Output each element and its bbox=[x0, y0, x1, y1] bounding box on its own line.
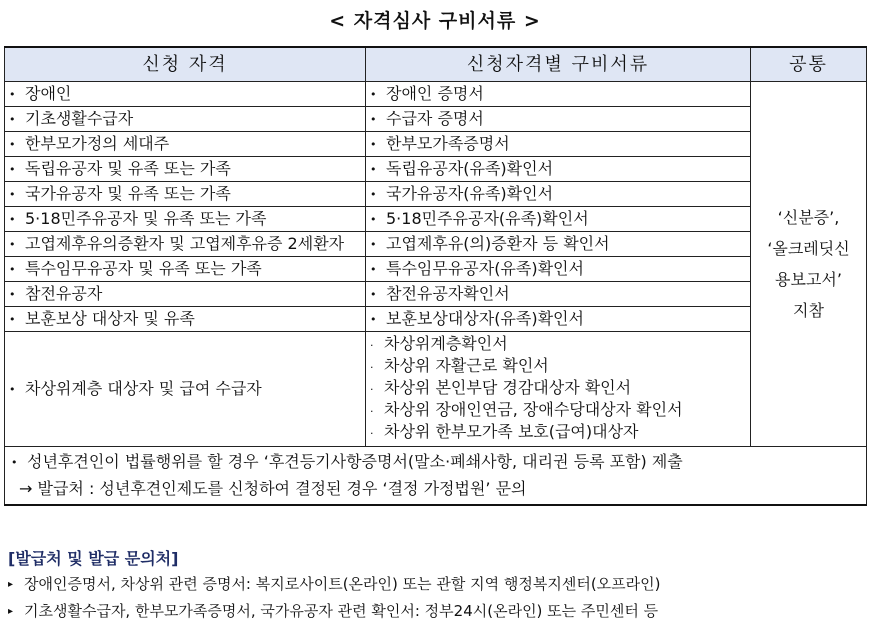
document-text: 차상위 한부모가족 보호(급여)대상자 bbox=[384, 422, 639, 441]
dash-icon: · bbox=[370, 383, 374, 396]
bullet-icon: • bbox=[370, 88, 377, 101]
qualification-cell bbox=[5, 307, 366, 332]
issuer-section bbox=[8, 547, 868, 625]
document-cell bbox=[366, 257, 751, 282]
bullet-icon: • bbox=[9, 138, 16, 151]
document-cell bbox=[366, 282, 751, 307]
qualification-cell bbox=[5, 82, 366, 107]
bullet-icon: • bbox=[370, 238, 377, 251]
table-row-near-poor bbox=[5, 332, 867, 447]
table-row bbox=[5, 257, 867, 282]
dash-icon: · bbox=[370, 427, 374, 440]
bullet-icon: • bbox=[370, 288, 377, 301]
guardian-note-cell bbox=[5, 447, 867, 505]
qualification-cell bbox=[5, 207, 366, 232]
list-item bbox=[370, 356, 746, 378]
bullet-icon: • bbox=[370, 188, 377, 201]
table-row bbox=[5, 207, 867, 232]
issuer-title: [발급처 및 발급 문의처] bbox=[8, 549, 179, 568]
qualification-text: 기초생활수급자 bbox=[25, 109, 134, 128]
document-cell bbox=[366, 132, 751, 157]
table-row bbox=[5, 132, 867, 157]
issuer-line-text: 장애인증명서, 차상위 관련 증명서: 복지로사이트(온라인) 또는 관할 지역 행정복지센터(오프라인) bbox=[24, 575, 661, 593]
document-text: 참전유공자확인서 bbox=[386, 284, 510, 303]
table-row bbox=[5, 282, 867, 307]
document-text: 보훈보상대상자(유족)확인서 bbox=[386, 309, 584, 328]
document-cell bbox=[366, 107, 751, 132]
document-cell bbox=[366, 207, 751, 232]
document-cell bbox=[366, 307, 751, 332]
document-cell bbox=[366, 232, 751, 257]
document-text: 차상위 자활근로 확인서 bbox=[384, 356, 549, 375]
document-text: 차상위 본인부담 경감대상자 확인서 bbox=[384, 378, 632, 397]
qualification-cell bbox=[5, 282, 366, 307]
common-line: 지참 bbox=[793, 301, 824, 320]
issuer-line bbox=[8, 571, 868, 598]
bullet-icon: • bbox=[370, 138, 377, 151]
bullet-icon: • bbox=[370, 213, 377, 226]
bullet-icon: • bbox=[9, 113, 16, 126]
qualification-cell bbox=[5, 157, 366, 182]
qualification-cell bbox=[5, 257, 366, 282]
table-header-row bbox=[5, 47, 867, 82]
issuer-line-text: 기초생활수급자, 한부모가족증명서, 국가유공자 관련 확인서: 정부24시(온라인) 또는 주민센터 등 bbox=[24, 602, 659, 620]
document-cell bbox=[366, 332, 751, 447]
document-text: 5·18민주유공자(유족)확인서 bbox=[386, 209, 589, 228]
document-text: 차상위 장애인연금, 장애수당대상자 확인서 bbox=[384, 400, 683, 419]
list-item bbox=[370, 334, 746, 356]
document-text: 차상위계층확인서 bbox=[384, 334, 508, 353]
document-text: 독립유공자(유족)확인서 bbox=[386, 159, 554, 178]
qualification-text: 차상위계층 대상자 및 급여 수급자 bbox=[25, 379, 262, 398]
requirements-table bbox=[4, 46, 867, 506]
list-item bbox=[370, 400, 746, 422]
table-row bbox=[5, 182, 867, 207]
table-row bbox=[5, 307, 867, 332]
document-cell bbox=[366, 157, 751, 182]
qualification-text: 특수임무유공자 및 유족 또는 가족 bbox=[25, 259, 262, 278]
qualification-cell bbox=[5, 332, 366, 447]
guardian-sub-note: → 발급처 : 성년후견인제도를 신청하여 결정된 경우 ‘결정 가정법원’ 문의 bbox=[19, 478, 527, 498]
dash-icon: · bbox=[370, 339, 374, 352]
qualification-text: 국가유공자 및 유족 또는 가족 bbox=[25, 184, 231, 203]
qualification-cell bbox=[5, 182, 366, 207]
qualification-text: 한부모가정의 세대주 bbox=[25, 134, 170, 153]
document-text: 수급자 증명서 bbox=[386, 109, 484, 128]
qualification-text: 고엽제후유의증환자 및 고엽제후유증 2세환자 bbox=[25, 234, 345, 253]
table-row bbox=[5, 82, 867, 107]
common-line: ‘신분증’, bbox=[777, 208, 840, 227]
bullet-icon: • bbox=[370, 263, 377, 276]
qualification-text: 독립유공자 및 유족 또는 가족 bbox=[25, 159, 231, 178]
list-item bbox=[370, 422, 746, 444]
document-text: 한부모가족증명서 bbox=[386, 134, 510, 153]
header-documents: 신청자격별 구비서류 bbox=[366, 47, 751, 82]
issuer-line bbox=[8, 598, 868, 625]
qualification-cell bbox=[5, 132, 366, 157]
table-row-note bbox=[5, 447, 867, 505]
bullet-icon: • bbox=[9, 213, 16, 226]
qualification-text: 참전유공자 bbox=[25, 284, 103, 303]
qualification-text: 5·18민주유공자 및 유족 또는 가족 bbox=[25, 209, 267, 228]
qualification-text: 장애인 bbox=[25, 84, 72, 103]
document-text: 고엽제후유(의)증환자 등 확인서 bbox=[386, 234, 610, 253]
common-cell bbox=[751, 82, 867, 447]
table-row bbox=[5, 232, 867, 257]
bullet-icon: • bbox=[9, 238, 16, 251]
page-title: < 자격심사 구비서류 > bbox=[329, 10, 541, 32]
dash-icon: · bbox=[370, 405, 374, 418]
triangle-right-icon: ▸ bbox=[8, 579, 14, 590]
bullet-icon: • bbox=[9, 313, 16, 326]
qualification-cell bbox=[5, 107, 366, 132]
list-item bbox=[370, 378, 746, 400]
qualification-cell bbox=[5, 232, 366, 257]
bullet-icon: • bbox=[370, 313, 377, 326]
document-cell bbox=[366, 182, 751, 207]
document-text: 국가유공자(유족)확인서 bbox=[386, 184, 554, 203]
common-line: 용보고서’ bbox=[775, 270, 842, 289]
header-qualification: 신청 자격 bbox=[5, 47, 366, 82]
bullet-icon: • bbox=[9, 263, 16, 276]
table-row bbox=[5, 107, 867, 132]
bullet-icon: • bbox=[9, 88, 16, 101]
bullet-icon: • bbox=[11, 455, 18, 469]
document-text: 특수임무유공자(유족)확인서 bbox=[386, 259, 584, 278]
document-text: 장애인 증명서 bbox=[386, 84, 484, 103]
common-line: ‘올크레딧신 bbox=[767, 239, 850, 258]
guardian-note-text: 성년후견인이 법률행위를 할 경우 ‘후견등기사항증명서(말소·폐쇄사항, 대리권 등록 포함) 제출 bbox=[27, 452, 683, 471]
dash-icon: · bbox=[370, 361, 374, 374]
guardian-note bbox=[11, 449, 860, 476]
bullet-icon: • bbox=[9, 383, 16, 396]
qualification-text: 보훈보상 대상자 및 유족 bbox=[25, 309, 195, 328]
table-row bbox=[5, 157, 867, 182]
document-cell bbox=[366, 82, 751, 107]
bullet-icon: • bbox=[370, 113, 377, 126]
bullet-icon: • bbox=[370, 163, 377, 176]
header-common: 공통 bbox=[751, 47, 867, 82]
bullet-icon: • bbox=[9, 188, 16, 201]
bullet-icon: • bbox=[9, 288, 16, 301]
triangle-right-icon: ▸ bbox=[8, 606, 14, 617]
bullet-icon: • bbox=[9, 163, 16, 176]
